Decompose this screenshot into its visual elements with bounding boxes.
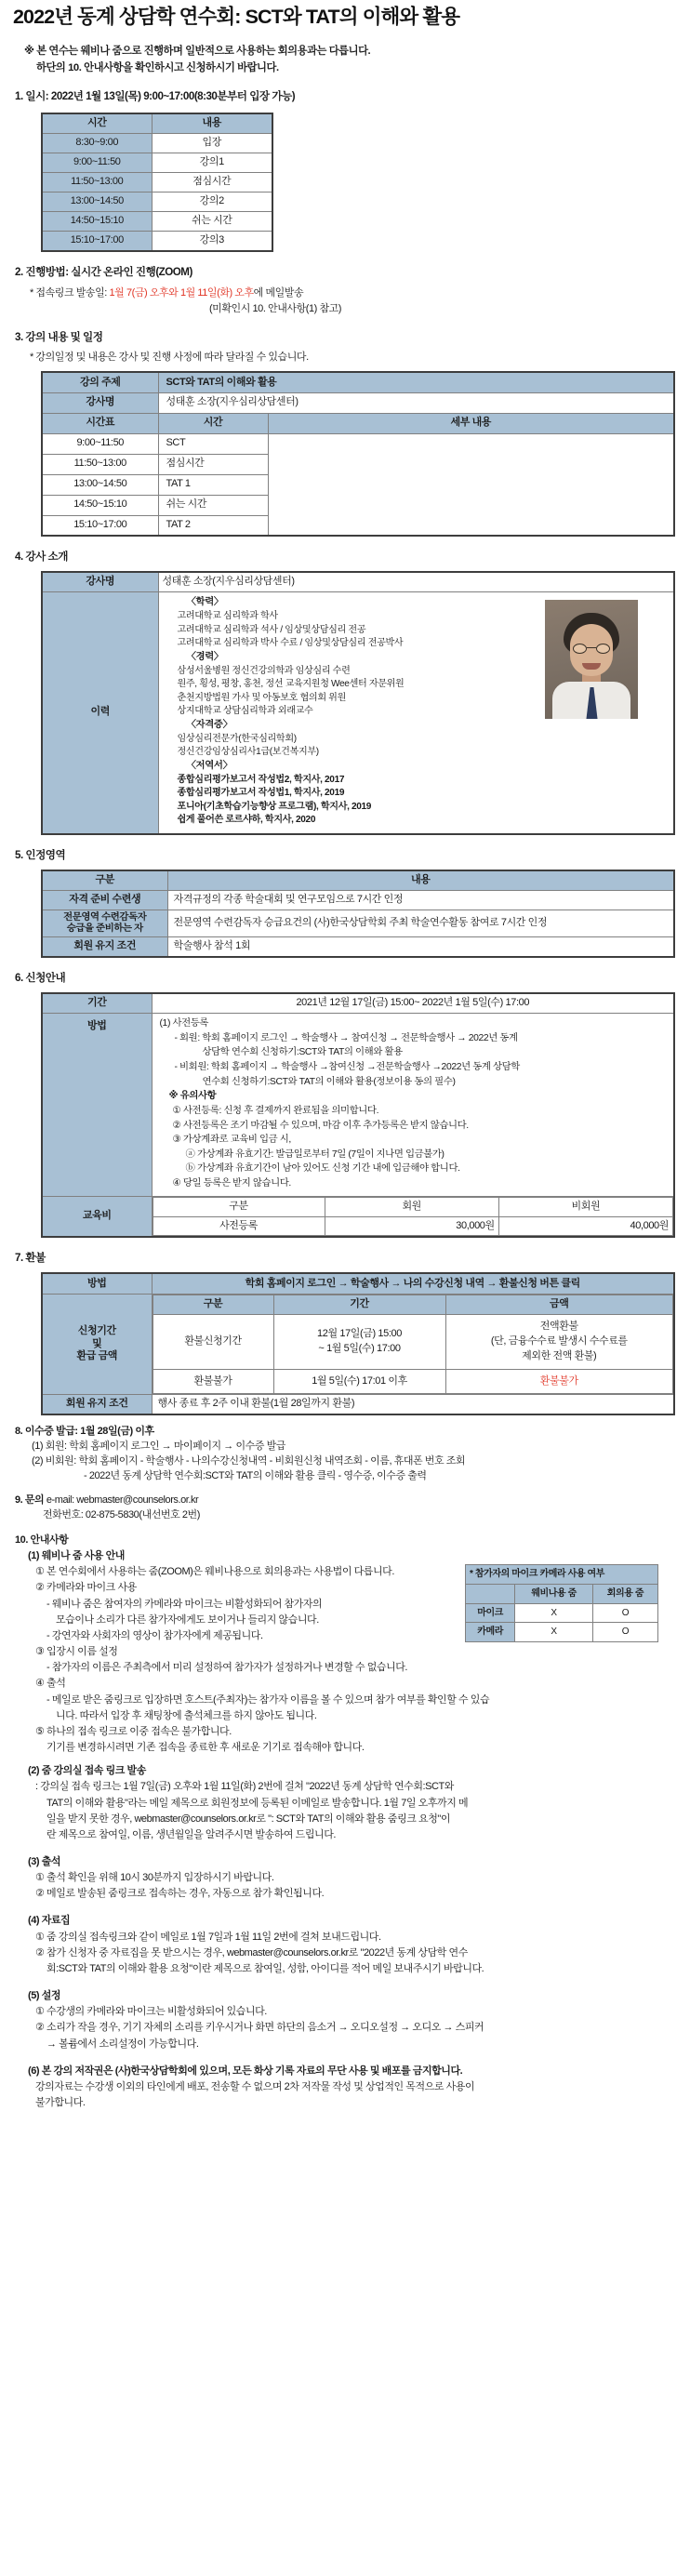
section-10-block xyxy=(15,1533,679,2111)
webinar-zoom-row xyxy=(15,1564,679,1644)
refund-header-row xyxy=(153,1295,673,1314)
mic-caption-row xyxy=(466,1565,658,1585)
table-row xyxy=(42,211,272,231)
guide-line: ④ 출석 xyxy=(35,1678,66,1690)
application-method-content xyxy=(152,1014,674,1196)
guide-line: 강의자료는 수강생 이외의 타인에게 배포, 전송할 수 없으며 2차 저작물 작성 및 상업적인 목적으로 사용이 xyxy=(35,2080,475,2092)
bio-group xyxy=(178,719,669,760)
portrait-glasses-right xyxy=(596,644,610,654)
top-notice xyxy=(24,44,679,76)
guide-line: ② 카메라와 마이크 사용 xyxy=(35,1582,137,1594)
refund-type: 환불신청기간 xyxy=(153,1314,273,1369)
section-3-note: * 강의일정 및 내용은 강사 및 진행 사정에 따라 달라질 수 있습니다. xyxy=(30,352,309,364)
bio-item: 종합심리평가보고서 작성법1, 학지사, 2019 xyxy=(177,788,345,799)
bio-group xyxy=(178,760,669,828)
application-method-line: - 회원: 학회 홈페이지 로그인 → 학술행사 → 참여신청 → 전문학술행사 → 2022년 동계 xyxy=(174,1032,518,1043)
refund-condition-row xyxy=(42,1395,674,1414)
link-send-note: (미확인시 10. 안내사항(1) 참고) xyxy=(208,302,342,314)
bio-group-title: 〈저역서〉 xyxy=(186,760,232,771)
fee-table xyxy=(153,1197,674,1237)
mic-col-blank xyxy=(466,1584,515,1603)
mic-col-webinar: 웨비나용 줌 xyxy=(515,1584,593,1603)
lecture-topic-row xyxy=(42,372,674,392)
recognition-category xyxy=(42,890,167,910)
recognition-content: 전문영역 수련감독자 승급요건의 (사)한국상담학회 주최 학술연수활동 참여로 7시간 인정 xyxy=(167,910,674,937)
refund-condition-label: 회원 유지 조건 xyxy=(42,1395,152,1414)
lecture-detail: 쉬는 시간 xyxy=(158,495,268,515)
mic-row-label: 카메라 xyxy=(466,1623,515,1642)
schedule-col-content: 내용 xyxy=(152,113,272,133)
application-method-line: ⓐ 가상계좌 유효기간: 발급일로부터 7일 (7일이 지나면 입금불가) xyxy=(185,1149,445,1160)
table-row xyxy=(42,172,272,192)
refund-period xyxy=(273,1369,445,1394)
recognition-content: 학술행사 참석 1회 xyxy=(167,937,674,957)
application-method-line: 상담학 연수회 신청하기:SCT와 TAT의 이해와 활용 xyxy=(202,1047,403,1058)
mic-row-label: 마이크 xyxy=(466,1603,515,1623)
table-row xyxy=(42,153,272,172)
schedule-content: 강의1 xyxy=(152,153,272,172)
bio-group-title: 〈학력〉 xyxy=(186,596,223,607)
guide-line: - 참가자의 이름은 주최측에서 미리 설정하여 참가자가 설정하거나 변경할 수 없습니다. xyxy=(46,1662,408,1674)
table-row xyxy=(42,495,674,515)
fee-col-0: 구분 xyxy=(153,1197,325,1216)
application-fee-label: 교육비 xyxy=(42,1196,152,1237)
table-row xyxy=(42,937,674,957)
application-period-row xyxy=(42,993,674,1014)
certificate-line: (2) 비회원: 학회 홈페이지 - 학술행사 - 나의수강신청내역 - 비회원신청 내역조회 - 이름, 휴대폰 번호 조회 xyxy=(32,1455,466,1467)
lecture-time: 13:00~14:50 xyxy=(42,474,158,495)
instructor-bio-label: 이력 xyxy=(42,591,158,833)
fee-col-2: 비회원 xyxy=(498,1197,672,1216)
schedule-content: 점심시간 xyxy=(152,172,272,192)
mic-camera-table xyxy=(465,1564,658,1641)
portrait-glasses-left xyxy=(573,644,587,654)
refund-method-label: 방법 xyxy=(42,1273,152,1294)
recognition-category-line: 회원 유지 조건 xyxy=(73,940,137,952)
section-8-heading xyxy=(15,1425,679,1440)
table-row xyxy=(42,433,674,454)
refund-col-0: 구분 xyxy=(153,1295,273,1314)
refund-method-row xyxy=(42,1273,674,1294)
table-row xyxy=(42,474,674,495)
bio-item: 상지대학교 상담심리학과 외래교수 xyxy=(177,706,313,717)
guide-line: - 메일로 받은 줌링크로 입장하면 호스트(주최자)는 참가자 이름을 볼 수 있으며 참가 여부를 확인할 수 있습 xyxy=(46,1693,490,1706)
application-method-row xyxy=(42,1014,674,1196)
instructor-name-value: 성태훈 소장(지우심리상담센터) xyxy=(158,572,674,591)
lecture-name-value: 성태훈 소장(지우심리상담센터) xyxy=(158,392,674,413)
section-8-value: 1월 28일(금) 이후 xyxy=(80,1426,154,1438)
recognition-header-row xyxy=(42,870,674,890)
section-6-heading: 6. 신청안내 xyxy=(15,971,66,984)
section-9-block xyxy=(15,1494,679,1523)
table-row xyxy=(42,231,272,250)
link-send-suffix: 에 메일발송 xyxy=(253,286,304,299)
lecture-detail: 점심시간 xyxy=(158,454,268,474)
section-4-heading: 4. 강사 소개 xyxy=(15,551,68,564)
table-row xyxy=(42,133,272,153)
schedule-table xyxy=(41,113,273,252)
document-page xyxy=(0,3,690,2120)
guide-line: ① 줌 강의실 접속링크와 같이 메일로 1월 7일과 1월 11일 2번에 걸쳐 보내드립니다. xyxy=(35,1931,381,1943)
refund-amount xyxy=(445,1369,673,1394)
sub-10-1-title: (1) 웨비나 줌 사용 안내 xyxy=(28,1550,125,1562)
bio-item: 고려대학교 심리학과 석사 / 임상및상담심리 전공 xyxy=(177,624,366,635)
sub-10-3-title: (3) 출석 xyxy=(28,1855,61,1867)
lecture-topic-value: SCT와 TAT의 이해와 활용 xyxy=(158,372,674,392)
guide-line: 기기를 변경하시려면 기존 접속을 종료한 후 새로운 기기로 접속해야 합니다. xyxy=(46,1742,365,1754)
instructor-portrait-photo xyxy=(545,600,638,719)
recognition-col-category: 구분 xyxy=(42,870,167,890)
refund-table xyxy=(41,1272,675,1415)
schedule-time: 8:30~9:00 xyxy=(42,133,152,153)
application-method-line: 연수회 신청하기:SCT와 TAT의 이해와 활용(정보이용 동의 필수) xyxy=(202,1076,456,1087)
guide-line: ② 참가 신청자 중 자료집을 못 받으시는 경우, webmaster@counselors.or.kr로 "2022년 동계 상담학 연수 xyxy=(35,1946,468,1959)
bio-item: 춘천지방법원 가사 및 아동보호 협의회 위원 xyxy=(177,692,346,703)
link-send-prefix: * 접속링크 발송일: xyxy=(30,286,110,299)
table-row xyxy=(153,1369,673,1394)
schedule-content: 쉬는 시간 xyxy=(152,211,272,231)
section-7-heading: 7. 환불 xyxy=(15,1252,46,1265)
application-method-line: ③ 가상계좌로 교육비 입금 시, xyxy=(172,1135,291,1146)
lecture-col-time: 시간 xyxy=(158,413,268,433)
section-2-label: 2. 진행방법: xyxy=(15,265,69,278)
lecture-time: 14:50~15:10 xyxy=(42,495,158,515)
guide-line: ③ 입장시 이름 설정 xyxy=(35,1646,118,1658)
refund-amount xyxy=(445,1314,673,1369)
bio-item: 고려대학교 심리학과 학사 xyxy=(177,610,278,621)
instructor-bio-content xyxy=(158,591,674,833)
bio-item: 정신건강임상심리사1급(보건복지부) xyxy=(177,747,319,758)
fee-col-1: 회원 xyxy=(325,1197,498,1216)
recognition-category-line: 전문영역 수련감독자 xyxy=(63,911,147,923)
refund-period-row xyxy=(42,1294,674,1395)
recognition-category-line: 자격 준비 수련생 xyxy=(69,893,141,905)
schedule-time: 14:50~15:10 xyxy=(42,211,152,231)
refund-col-1: 기간 xyxy=(273,1295,445,1314)
instructor-table xyxy=(41,571,675,835)
bio-item: 임상심리전문가(한국심리학회) xyxy=(177,733,297,744)
application-method-line: ② 사전등록은 조기 마감될 수 있으며, 마감 이후 추가등록은 받지 않습니다. xyxy=(172,1120,469,1131)
application-method-line: - 비회원: 학회 홈페이지 → 학술행사 →참여신청 →전문학술행사 →2022년 동계 상담학 xyxy=(174,1062,520,1073)
lecture-time: 11:50~13:00 xyxy=(42,454,158,474)
refund-amount-line: 제외한 전액 환불) xyxy=(522,1349,597,1361)
lecture-topic-label: 강의 주제 xyxy=(42,372,158,392)
refund-amount-line: (단, 금융수수료 발생시 수수료를 xyxy=(490,1334,628,1347)
lecture-time: 9:00~11:50 xyxy=(42,433,158,454)
guide-line: - 웨비나 줌은 참여자의 카메라와 마이크는 비활성화되어 참가자의 xyxy=(46,1598,323,1610)
certificate-line: - 2022년 동계 상담학 연수회:SCT와 TAT의 이해와 활용 클릭 - 영수증, 이수증 출력 xyxy=(84,1470,427,1482)
mic-meeting-value: O xyxy=(592,1623,657,1642)
application-method-line: (1) 사전등록 xyxy=(159,1018,209,1029)
notice-line-2: 하단의 10. 안내사항을 확인하시고 신청하시기 바랍니다. xyxy=(36,61,279,73)
guide-line: → 볼륨에서 소리설정이 가능합니다. xyxy=(46,2038,199,2050)
refund-type: 환불불가 xyxy=(153,1369,273,1394)
schedule-content: 입장 xyxy=(152,133,272,153)
section-8-block xyxy=(15,1425,679,1484)
section-1-heading: 1. 일시: 2022년 1월 13일(목) 9:00~17:00(8:30분부터 입장 가능) xyxy=(15,90,296,103)
bio-item: 고려대학교 심리학과 박사 수료 / 임상및상담심리 전공박사 xyxy=(177,638,404,649)
schedule-time: 9:00~11:50 xyxy=(42,153,152,172)
fee-type: 사전등록 xyxy=(153,1216,325,1236)
application-fee-cell xyxy=(152,1196,674,1237)
refund-period-label-line: 및 xyxy=(92,1337,102,1349)
refund-amount-line: 전액환불 xyxy=(539,1320,578,1332)
sub-10-2-title: (2) 줌 강의실 접속 링크 발송 xyxy=(28,1765,146,1777)
table-row xyxy=(42,890,674,910)
lecture-timetable-label: 시간표 xyxy=(42,413,158,433)
refund-col-2: 금액 xyxy=(445,1295,673,1314)
schedule-header-row xyxy=(42,113,272,133)
guide-line: ② 소리가 작을 경우, 기기 자체의 소리를 키우시거나 화면 하단의 음소거 → 오디오설정 → 오디오 → 스피커 xyxy=(35,2022,484,2034)
bio-item: 종합심리평가보고서 작성법2, 학지사, 2017 xyxy=(177,774,345,785)
recognition-area-table xyxy=(41,870,675,958)
instructor-name-row xyxy=(42,572,674,591)
section-8-label: 8. 이수증 발급: xyxy=(15,1426,81,1438)
lecture-name-label: 강사명 xyxy=(42,392,158,413)
lecture-table xyxy=(41,371,675,537)
section-3-heading: 3. 강의 내용 및 일정 xyxy=(15,330,103,343)
schedule-time: 13:00~14:50 xyxy=(42,192,152,211)
application-table xyxy=(41,992,675,1239)
refund-period-label xyxy=(42,1294,152,1395)
application-method-line: ④ 당일 등록은 받지 않습니다. xyxy=(172,1177,291,1188)
application-method-line: ⓑ 가상계좌 유효기간이 남아 있어도 신청 기간 내에 입금해야 합니다. xyxy=(185,1163,460,1175)
table-row xyxy=(466,1623,658,1642)
refund-period-cell xyxy=(152,1294,674,1395)
schedule-content: 강의2 xyxy=(152,192,272,211)
table-row xyxy=(466,1603,658,1623)
sub-10-5-title: (5) 설정 xyxy=(28,1990,61,2002)
instructor-bio-row xyxy=(42,591,674,833)
fee-data-row xyxy=(153,1216,673,1236)
section-9-phone: 전화번호: 02-875-5830(내선번호 2번) xyxy=(43,1509,200,1521)
section-2-heading xyxy=(15,265,679,281)
application-method-line: ① 사전등록: 신청 후 결제까지 완료됨을 의미합니다. xyxy=(172,1105,379,1116)
lecture-detail: TAT 2 xyxy=(158,515,268,536)
guide-line: 일을 받지 못한 경우, webmaster@counselors.or.kr로 ": SCT와 TAT의 이해와 활용 줌링크 요청"이 xyxy=(46,1812,451,1825)
guide-line: ② 메일로 발송된 줌링크로 접속하는 경우, 자동으로 참가 확인됩니다. xyxy=(35,1888,325,1900)
recognition-content: 자격규정의 각종 학술대회 및 연구모임으로 7시간 인정 xyxy=(167,890,674,910)
table-row xyxy=(42,454,674,474)
fee-header-row xyxy=(153,1197,673,1216)
bio-group-title: 〈경력〉 xyxy=(186,651,223,662)
refund-amount-line: 환불불가 xyxy=(539,1374,578,1387)
portrait-glasses-bridge xyxy=(587,647,596,648)
refund-condition-value: 행사 종료 후 2주 이내 환불(1월 28일까지 환불) xyxy=(152,1395,674,1414)
bio-item: 쉽게 풀어쓴 로르샤하, 학지사, 2020 xyxy=(177,815,316,826)
section-2-value: 실시간 온라인 진행(ZOOM) xyxy=(68,265,192,278)
guide-line: 회:SCT와 TAT의 이해와 활용 요청"이란 제목으로 참여일, 성함, 아이디를 적어 메일 보내주시기 바랍니다. xyxy=(46,1962,484,1974)
mic-table-caption: * 참가자의 마이크 카메라 사용 여부 xyxy=(466,1565,658,1585)
section-5-heading: 5. 인정영역 xyxy=(15,848,66,861)
mic-meeting-value: O xyxy=(592,1603,657,1623)
recognition-category xyxy=(42,937,167,957)
guide-line: 란 제목으로 참여일, 이름, 생년월일을 알려주시면 발송하여 드립니다. xyxy=(46,1828,336,1840)
fee-member: 30,000원 xyxy=(325,1216,498,1236)
schedule-time: 15:10~17:00 xyxy=(42,231,152,250)
bio-item: 포니아(기초학습기능향상 프로그램), 학지사, 2019 xyxy=(177,801,372,812)
guide-line: - 강연자와 사회자의 영상이 참가자에게 제공됩니다. xyxy=(46,1629,263,1641)
lecture-name-row xyxy=(42,392,674,413)
lecture-time: 15:10~17:00 xyxy=(42,515,158,536)
section-9-heading xyxy=(15,1494,679,1508)
bio-item: 원주, 횡성, 평창, 홍천, 정선 교육지원청 Wee센터 자문위원 xyxy=(177,679,405,690)
mic-col-meeting: 회의용 줌 xyxy=(592,1584,657,1603)
mic-webinar-value: X xyxy=(515,1603,593,1623)
guide-line: ① 출석 확인을 위해 10시 30분까지 입장하시기 바랍니다. xyxy=(35,1872,274,1884)
link-send-date: 1월 7(금) 오후와 1월 11일(화) 오후 xyxy=(109,286,254,299)
mic-webinar-value: X xyxy=(515,1623,593,1642)
refund-period-line: 12월 17일(금) 15:00 xyxy=(317,1327,402,1339)
guide-line: ① 수강생의 카메라와 마이크는 비활성화되어 있습니다. xyxy=(35,2006,267,2018)
lecture-detail: SCT xyxy=(158,433,268,454)
schedule-content: 강의3 xyxy=(152,231,272,250)
table-row xyxy=(42,515,674,536)
guide-line: ⑤ 하나의 접속 링크로 이중 접속은 불가합니다. xyxy=(35,1725,232,1737)
refund-period xyxy=(273,1314,445,1369)
guide-line: 모습이나 소리가 다른 참가자에게도 보이거나 들리지 않습니다. xyxy=(56,1613,319,1626)
guide-line: 니다. 따라서 입장 후 채팅창에 출석체크를 하지 않아도 됩니다. xyxy=(56,1709,317,1721)
mic-header-row xyxy=(466,1584,658,1603)
webinar-zoom-text xyxy=(15,1564,498,1644)
application-fee-row xyxy=(42,1196,674,1237)
application-method-line: ※ 유의사항 xyxy=(168,1091,217,1102)
application-period-label: 기간 xyxy=(42,993,152,1014)
guide-line: (6) 본 강의 저작권은 (사)한국상담학회에 있으며, 모든 화상 기록 자료의 무단 사용 및 배포를 금지합니다. xyxy=(28,2065,463,2077)
table-row xyxy=(42,910,674,937)
lecture-col-detail: 세부 내용 xyxy=(268,413,674,433)
lecture-detail: TAT 1 xyxy=(158,474,268,495)
guide-line: TAT의 이해와 활용"라는 메일 제목으로 회원정보에 등록된 이메일로 발송합니다. 1월 7일 오후까지 메 xyxy=(46,1797,469,1809)
section-9-label: 9. 문의 xyxy=(15,1494,46,1507)
recognition-category xyxy=(42,910,167,937)
refund-period-line: ~ 1월 5일(수) 17:00 xyxy=(318,1342,401,1354)
refund-method-value: 학회 홈페이지 로그인 → 학술행사 → 나의 수강신청 내역 → 환불신청 버튼 클릭 xyxy=(152,1273,674,1294)
sub-10-4-title: (4) 자료집 xyxy=(28,1915,71,1927)
table-row xyxy=(42,192,272,211)
recognition-category-line: 승급을 준비하는 자 xyxy=(66,923,143,934)
refund-period-label-line: 신청기간 xyxy=(77,1325,116,1337)
certificate-line: (1) 회원: 학회 홈페이지 로그인 → 마이페이지 → 이수증 발급 xyxy=(32,1441,285,1453)
refund-period-label-line: 환급 금액 xyxy=(76,1350,118,1362)
page-title: 2022년 동계 상담학 연수회: SCT와 TAT의 이해와 활용 xyxy=(13,6,460,28)
section-9-email: e-mail: webmaster@counselors.or.kr xyxy=(46,1494,199,1507)
schedule-time: 11:50~13:00 xyxy=(42,172,152,192)
refund-period-line: 1월 5일(수) 17:01 이후 xyxy=(312,1374,407,1387)
schedule-col-time: 시간 xyxy=(42,113,152,133)
guide-line: : 강의실 접속 링크는 1월 7일(금) 오후와 1월 11일(화) 2번에 걸쳐 "2022년 동계 상담학 연수회:SCT와 xyxy=(35,1781,454,1793)
table-row xyxy=(153,1314,673,1369)
recognition-col-content: 내용 xyxy=(167,870,674,890)
bio-item: 삼성서울병원 정신건강의학과 임상심리 수련 xyxy=(177,665,351,676)
instructor-name-label: 강사명 xyxy=(42,572,158,591)
guide-line: 불가합니다. xyxy=(35,2097,86,2108)
bio-group-title: 〈자격증〉 xyxy=(186,719,232,730)
guide-line: ① 본 연수회에서 사용하는 줌(ZOOM)은 웨비나용으로 회의용과는 사용법이 다릅니다. xyxy=(35,1566,394,1578)
lecture-header-row xyxy=(42,413,674,433)
application-period-value: 2021년 12월 17일(금) 15:00~ 2022년 1월 5일(수) 17:00 xyxy=(152,993,674,1014)
fee-nonmember: 40,000원 xyxy=(498,1216,672,1236)
notice-line-1: ※ 본 연수는 웨비나 줌으로 진행하며 일반적으로 사용하는 회의용과는 다릅니다. xyxy=(24,46,371,58)
refund-inner-table xyxy=(153,1295,674,1395)
link-send-line xyxy=(30,286,679,301)
section-10-heading: 10. 안내사항 xyxy=(15,1534,69,1546)
application-method-label: 방법 xyxy=(42,1014,152,1196)
